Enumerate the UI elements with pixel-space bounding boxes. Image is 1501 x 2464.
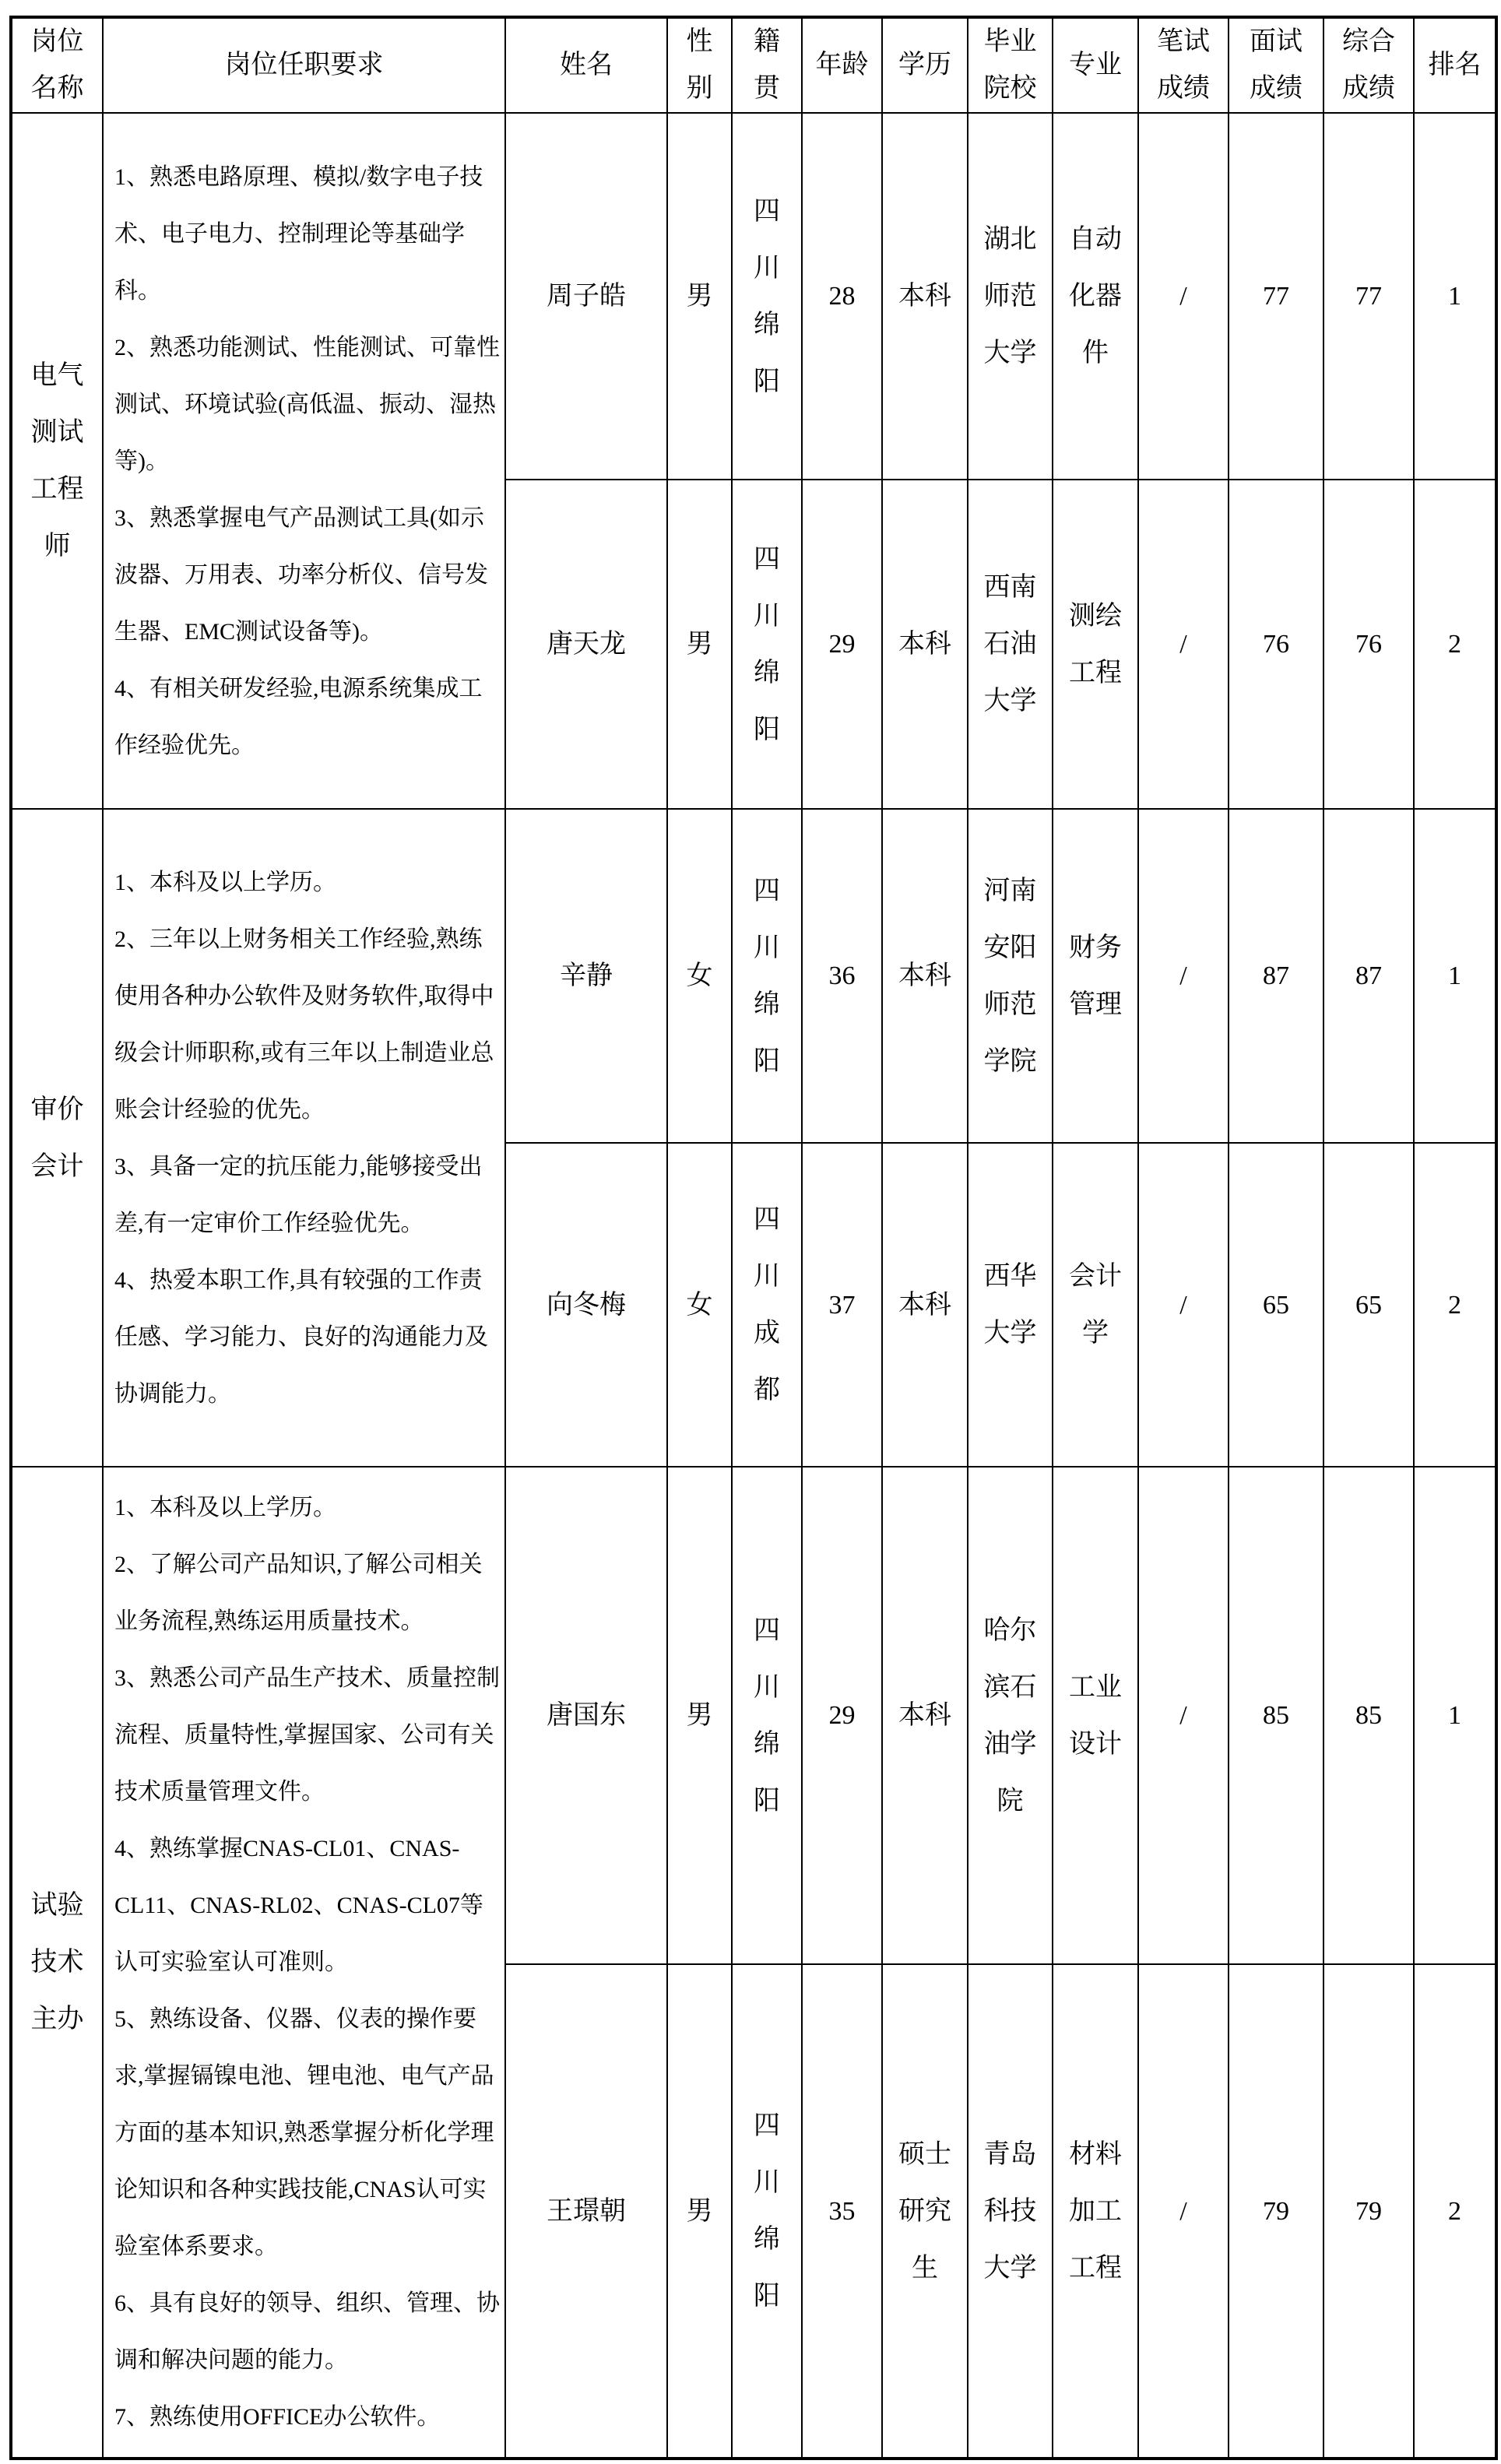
requirement-item: 2、熟悉功能测试、性能测试、可靠性测试、环境试验(高低温、振动、湿热等)。 — [114, 334, 500, 474]
header-requirements: 岗位任职要求 — [103, 17, 505, 113]
candidate-written-score-cell: / — [1138, 480, 1229, 809]
header-job-name: 岗位名称 — [11, 17, 103, 113]
candidate-name-cell: 周子皓 — [505, 113, 667, 480]
candidate-gender-cell: 男 — [667, 1467, 732, 1964]
candidate-school-cell: 西南石油大学 — [968, 480, 1053, 809]
requirement-item: 1、熟悉电路原理、模拟/数字电子技术、电子电力、控制理论等基础学科。 — [114, 163, 483, 304]
requirement-item: 1、本科及以上学历。 — [114, 869, 336, 895]
requirement-item: 3、具备一定的抗压能力,能够接受出差,有一定审价工作经验优先。 — [114, 1153, 483, 1236]
candidate-overall-score-cell: 87 — [1323, 809, 1414, 1143]
candidate-written-score-cell: / — [1138, 1964, 1229, 2459]
requirement-item: 3、熟悉公司产品生产技术、质量控制流程、质量特性,掌握国家、公司有关技术质量管理文件。 — [114, 1665, 500, 1805]
header-name: 姓名 — [505, 17, 667, 113]
candidate-education-cell: 本科 — [882, 1467, 968, 1964]
table-row — [11, 809, 1496, 1143]
candidate-school-cell: 青岛科技大学 — [968, 1964, 1053, 2459]
candidate-gender-cell: 女 — [667, 1143, 732, 1467]
candidate-rank-cell: 2 — [1414, 1964, 1496, 2459]
candidate-overall-score-cell: 79 — [1323, 1964, 1414, 2459]
candidate-education-cell: 本科 — [882, 1143, 968, 1467]
table-row — [11, 113, 1496, 480]
candidate-name-cell: 向冬梅 — [505, 1143, 667, 1467]
candidate-name-cell: 唐天龙 — [505, 480, 667, 809]
candidate-major-cell: 自动化器件 — [1053, 113, 1138, 480]
header-written-score: 笔试成绩 — [1138, 17, 1229, 113]
candidate-age-cell: 35 — [802, 1964, 882, 2459]
candidate-overall-score-cell: 85 — [1323, 1467, 1414, 1964]
requirement-item: 6、具有良好的领导、组织、管理、协调和解决问题的能力。 — [114, 2290, 500, 2373]
candidate-major-cell: 材料加工工程 — [1053, 1964, 1138, 2459]
recruitment-results-table — [9, 16, 1498, 2460]
job-requirements-cell — [103, 809, 505, 1467]
candidate-age-cell: 29 — [802, 480, 882, 809]
candidate-overall-score-cell: 77 — [1323, 113, 1414, 480]
job-name-cell: 试验技术主办 — [11, 1467, 103, 2459]
header-gender: 性别 — [667, 17, 732, 113]
candidate-overall-score-cell: 76 — [1323, 480, 1414, 809]
requirement-item: 2、三年以上财务相关工作经验,熟练使用各种办公软件及财务软件,取得中级会计师职称,或有三年以上制造业总账会计经验的优先。 — [114, 926, 494, 1123]
candidate-rank-cell: 1 — [1414, 809, 1496, 1143]
candidate-written-score-cell: / — [1138, 809, 1229, 1143]
job-requirements-cell — [103, 1467, 505, 2459]
candidate-major-cell: 工业设计 — [1053, 1467, 1138, 1964]
job-name-cell: 电气测试工程师 — [11, 113, 103, 809]
candidate-rank-cell: 1 — [1414, 1467, 1496, 1964]
requirement-item: 2、了解公司产品知识,了解公司相关业务流程,熟练运用质量技术。 — [114, 1552, 483, 1634]
candidate-school-cell: 湖北师范大学 — [968, 113, 1053, 480]
candidate-hometown-cell: 四川绵阳 — [732, 113, 802, 480]
header-rank: 排名 — [1414, 17, 1496, 113]
requirement-item: 4、热爱本职工作,具有较强的工作责任感、学习能力、良好的沟通能力及协调能力。 — [114, 1267, 488, 1407]
candidate-hometown-cell: 四川绵阳 — [732, 480, 802, 809]
candidate-interview-score-cell: 77 — [1229, 113, 1323, 480]
candidate-interview-score-cell: 87 — [1229, 809, 1323, 1143]
candidate-written-score-cell: / — [1138, 1143, 1229, 1467]
header-education: 学历 — [882, 17, 968, 113]
job-name-cell: 审价会计 — [11, 809, 103, 1467]
candidate-age-cell: 36 — [802, 809, 882, 1143]
requirement-item: 7、熟练使用OFFICE办公软件。 — [114, 2404, 441, 2430]
candidate-rank-cell: 2 — [1414, 480, 1496, 809]
candidate-gender-cell: 男 — [667, 113, 732, 480]
header-row — [11, 17, 1496, 113]
header-age: 年龄 — [802, 17, 882, 113]
candidate-hometown-cell: 四川绵阳 — [732, 1467, 802, 1964]
candidate-hometown-cell: 四川绵阳 — [732, 1964, 802, 2459]
candidate-interview-score-cell: 85 — [1229, 1467, 1323, 1964]
header-hometown: 籍贯 — [732, 17, 802, 113]
candidate-education-cell: 本科 — [882, 113, 968, 480]
candidate-gender-cell: 男 — [667, 480, 732, 809]
candidate-written-score-cell: / — [1138, 1467, 1229, 1964]
requirement-item: 3、熟悉掌握电气产品测试工具(如示波器、万用表、功率分析仪、信号发生器、EMC测试设备等)。 — [114, 504, 488, 645]
candidate-interview-score-cell: 65 — [1229, 1143, 1323, 1467]
candidate-interview-score-cell: 79 — [1229, 1964, 1323, 2459]
candidate-gender-cell: 男 — [667, 1964, 732, 2459]
requirement-item: 4、熟练掌握CNAS-CL01、CNAS-CL11、CNAS-RL02、CNAS-CL07等认可实验室认可准则。 — [114, 1836, 483, 1975]
candidate-education-cell: 本科 — [882, 809, 968, 1143]
job-requirements-cell — [103, 113, 505, 809]
candidate-age-cell: 28 — [802, 113, 882, 480]
candidate-age-cell: 29 — [802, 1467, 882, 1964]
candidate-education-cell: 本科 — [882, 480, 968, 809]
candidate-school-cell: 河南安阳师范学院 — [968, 809, 1053, 1143]
candidate-hometown-cell: 四川绵阳 — [732, 809, 802, 1143]
candidate-major-cell: 会计学 — [1053, 1143, 1138, 1467]
candidate-school-cell: 哈尔滨石油学院 — [968, 1467, 1053, 1964]
candidate-overall-score-cell: 65 — [1323, 1143, 1414, 1467]
candidate-education-cell: 硕士研究生 — [882, 1964, 968, 2459]
header-interview-score: 面试成绩 — [1229, 17, 1323, 113]
candidate-major-cell: 测绘工程 — [1053, 480, 1138, 809]
table-row — [11, 1467, 1496, 1964]
header-major: 专业 — [1053, 17, 1138, 113]
candidate-interview-score-cell: 76 — [1229, 480, 1323, 809]
candidate-major-cell: 财务管理 — [1053, 809, 1138, 1143]
candidate-name-cell: 王璟朝 — [505, 1964, 667, 2459]
header-overall-score: 综合成绩 — [1323, 17, 1414, 113]
candidate-school-cell: 西华大学 — [968, 1143, 1053, 1467]
candidate-written-score-cell: / — [1138, 113, 1229, 480]
candidate-rank-cell: 1 — [1414, 113, 1496, 480]
candidate-age-cell: 37 — [802, 1143, 882, 1467]
header-school: 毕业院校 — [968, 17, 1053, 113]
requirement-item: 4、有相关研发经验,电源系统集成工作经验优先。 — [114, 675, 483, 758]
requirement-item: 1、本科及以上学历。 — [114, 1495, 336, 1520]
candidate-gender-cell: 女 — [667, 809, 732, 1143]
candidate-name-cell: 唐国东 — [505, 1467, 667, 1964]
candidate-name-cell: 辛静 — [505, 809, 667, 1143]
candidate-hometown-cell: 四川成都 — [732, 1143, 802, 1467]
candidate-rank-cell: 2 — [1414, 1143, 1496, 1467]
requirement-item: 5、熟练设备、仪器、仪表的操作要求,掌握镉镍电池、锂电池、电气产品方面的基本知识,熟悉掌握分析化学理论知识和各种实践技能,CNAS认可实验室体系要求。 — [114, 2006, 494, 2259]
